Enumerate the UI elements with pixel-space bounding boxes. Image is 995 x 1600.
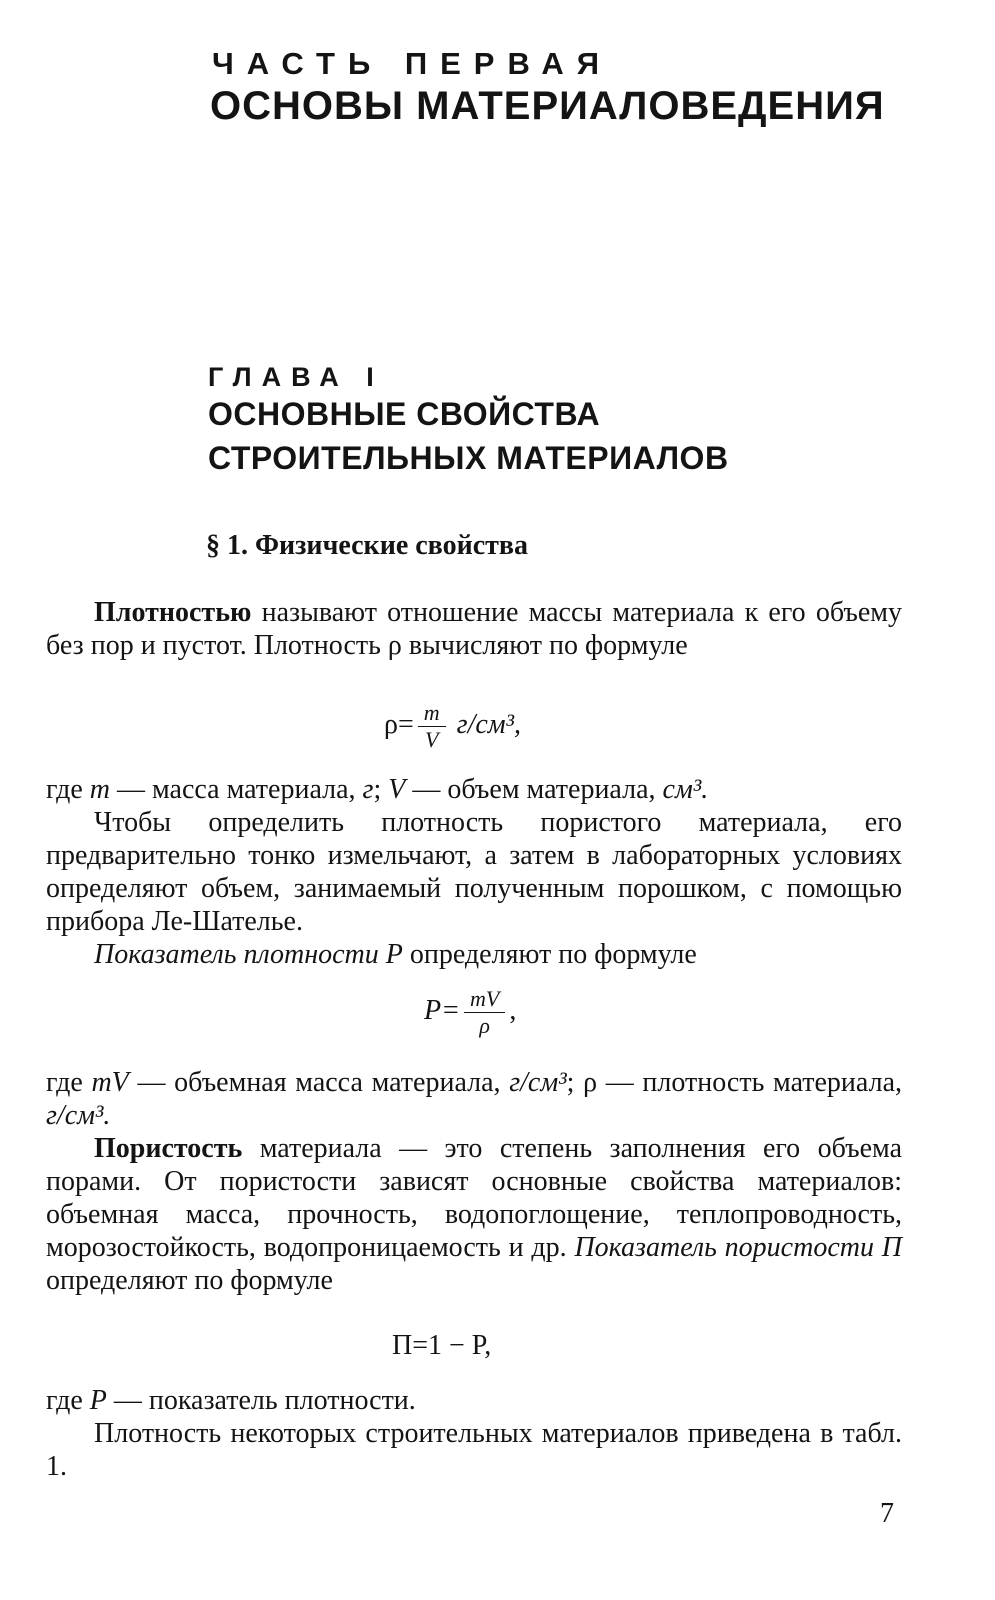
density-index-where <box>46 1066 902 1132</box>
part-title: ОСНОВЫ МАТЕРИАЛОВЕДЕНИЯ <box>210 84 885 128</box>
density-index-formula <box>424 986 516 1039</box>
density-formula <box>384 700 521 753</box>
where-text-2: ; <box>373 774 389 805</box>
density-fraction-den: V <box>424 727 439 752</box>
density-index-tail: , <box>509 994 517 1026</box>
density-index-term: Показатель плотности P <box>94 939 403 970</box>
page-number: 7 <box>880 1498 894 1529</box>
where-unit-cm3: см³. <box>662 774 709 805</box>
density-fraction-num: m <box>418 700 446 727</box>
where-prefix: где <box>46 774 90 805</box>
porosity-index-term: Показатель пористости П <box>574 1232 902 1263</box>
density-index-paragraph <box>46 938 902 971</box>
where-var-m: m <box>89 774 110 805</box>
porosity-where <box>46 1384 902 1417</box>
density-index-lhs: P= <box>424 994 460 1026</box>
porosity-term: Пористость <box>94 1133 243 1164</box>
po-where-text: — показатель плотности. <box>106 1385 416 1416</box>
di-where-var: mV <box>91 1067 129 1098</box>
chapter-title-line1: ОСНОВНЫЕ СВОЙСТВА <box>208 396 601 432</box>
where-text-1: — масса материала, <box>110 774 363 805</box>
density-paragraph <box>46 596 902 662</box>
di-where-prefix: где <box>46 1067 92 1098</box>
porosity-text-1: материала — это степень заполнения его объема порами. От пористости зависят основные свойства материалов: объемная масса, прочность, водопоглощение, теплопроводность, морозостойкость, водопроницаемость и др. <box>46 1133 902 1263</box>
po-where-var: P <box>89 1385 107 1416</box>
section-title: § 1. Физические свойства <box>206 530 529 561</box>
di-where-unit-1: г/см³ <box>509 1067 567 1098</box>
part-label: ЧАСТЬ ПЕРВАЯ <box>212 46 612 81</box>
di-where-unit-2: г/см³. <box>46 1100 111 1131</box>
density-where-line <box>46 773 902 806</box>
density-text: называют отношение массы материала к его объему без пор и пустот. Плотность ρ вычисляют по формуле <box>46 597 902 661</box>
density-index-num: mV <box>464 986 505 1013</box>
where-text-3: — объем материала, <box>405 774 663 805</box>
density-formula-lhs: ρ= <box>384 708 414 740</box>
di-where-text-2: ; ρ — плотность материала, <box>566 1067 902 1098</box>
where-unit-g: г <box>362 774 374 805</box>
chapter-title <box>208 392 729 480</box>
di-where-text-1: — объемная масса материала, <box>128 1067 510 1098</box>
density-index-text: определяют по формуле <box>402 939 697 970</box>
density-formula-unit: г/см³, <box>456 708 522 740</box>
chapter-label: ГЛАВА I <box>208 362 384 392</box>
porosity-text-2: определяют по формуле <box>46 1265 333 1296</box>
where-var-v: V <box>388 774 406 805</box>
porous-paragraph: Чтобы определить плотность пористого материала, его предварительно тонко измельчают, а затем в лабораторных условиях определяют объем, занимаемый полученным порошком, с помощью прибора Ле-Шателье. <box>46 807 902 937</box>
chapter-title-line2: СТРОИТЕЛЬНЫХ МАТЕРИАЛОВ <box>208 440 729 476</box>
density-index-den: ρ <box>479 1013 490 1038</box>
porosity-paragraph <box>46 1132 902 1297</box>
po-where-prefix: где <box>46 1385 90 1416</box>
table-reference-paragraph: Плотность некоторых строительных материалов приведена в табл. 1. <box>46 1418 902 1482</box>
porosity-formula: П=1 − P, <box>392 1330 492 1361</box>
density-fraction <box>418 700 446 753</box>
density-index-fraction <box>464 986 505 1039</box>
density-term: Плотностью <box>94 597 252 628</box>
